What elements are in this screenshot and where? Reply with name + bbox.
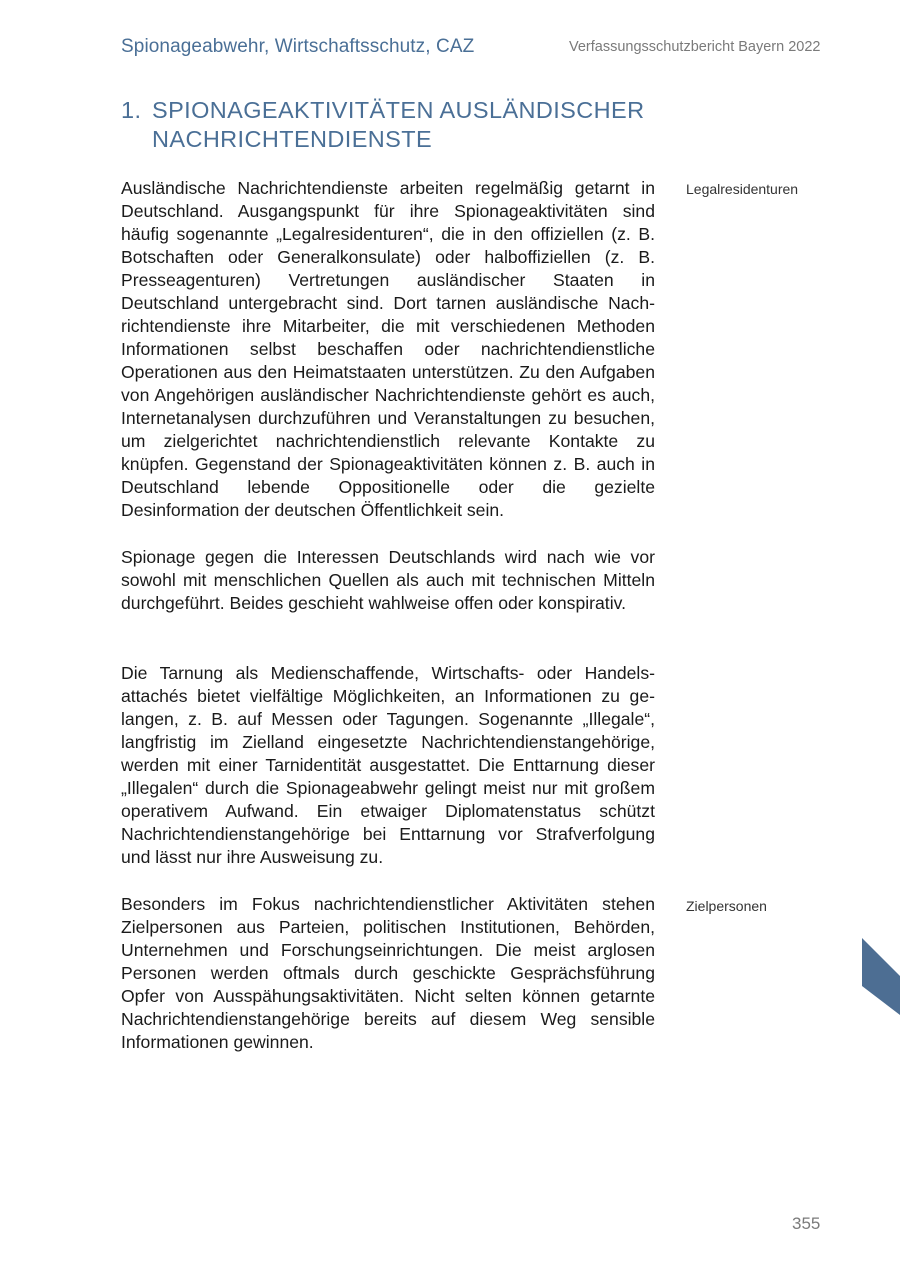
- chapter-title: SPIONAGEAKTIVITÄTEN AUSLÄNDISCHER NACHRICHTENDIENSTE: [152, 97, 645, 152]
- body-paragraph-1: Ausländische Nachrichtendienste arbeiten regelmäßig getarnt in Deutschland. Ausgangspunkt für ihre Spionageaktivitäten sind häufig sogenannte „Legalresidenturen“, die in den offiziellen (z. B. Botschaften oder Generalkonsulate) oder halboffiziellen (z. B. Presseagenturen) Vertretungen ausländischer Staaten in Deutschland untergebracht sind. Dort tarnen ausländische Nachrichtendienste ihre Mitarbeiter, die mit verschiedenen Methoden Informationen selbst beschaffen oder nachrichtendienstliche Operationen aus den Heimatstaaten unterstützen. Zu den Aufgaben von Angehörigen ausländischer Nachrichtendienste gehört es auch, Internetanalysen durchzuführen und Veranstaltungen zu besuchen, um zielgerichtet nachrichtendienstlich relevante Kontakte zu knüpfen. Gegenstand der Spionageaktivitäten können z. B. auch in Deutschland lebende Oppositionelle oder die gezielte Desinformation der deutschen Öffentlichkeit sein.: [121, 178, 655, 520]
- chapter-number: 1.: [121, 97, 142, 123]
- body-paragraph-2: Spionage gegen die Interessen Deutschlands wird nach wie vor sowohl mit menschlichen Quellen als auch mit technischen Mitteln durchgeführt. Beides geschieht wahlweise offen oder konspirativ.: [121, 547, 655, 613]
- running-header-report: Verfassungsschutzbericht Bayern 2022: [569, 39, 821, 55]
- page-number: 355: [792, 1214, 821, 1233]
- chapter-heading: [121, 96, 681, 154]
- chapter-tab-marker: [862, 938, 900, 1015]
- body-paragraph-4: Besonders im Fokus nachrichtendienstlicher Aktivitäten stehen Zielpersonen aus Parteien, politischen Institutionen, Behörden, Unternehmen und Forschungseinrichtungen. Die meist arglosen Personen werden oftmals durch geschickte Gesprächsführung Opfer von Ausspähungsaktivitäten. Nicht selten können getarnte Nachrichtendienstangehörige bereits auf diesem Weg sensible Informationen gewinnen.: [121, 894, 655, 1052]
- running-header-section: Spionageabwehr, Wirtschaftsschutz, CAZ: [121, 36, 475, 57]
- margin-note-legalresidenturen: Legalresidenturen: [686, 181, 799, 197]
- margin-note-zielpersonen: Zielpersonen: [686, 898, 767, 914]
- body-paragraph-3: Die Tarnung als Medienschaffende, Wirtschafts- oder Handelsattachés bietet vielfältige Möglichkeiten, an Informationen zu gelangen, z. B. auf Messen oder Tagungen. Sogenannte „Illegale“, langfristig im Zielland eingesetzte Nachrichtendienstangehörige, werden mit einer Tarnidentität ausgestattet. Die Enttarnung dieser „Illegalen“ durch die Spionageabwehr gelingt meist nur mit großem operativem Aufwand. Ein etwaiger Diplomatenstatus schützt Nachrichtendienstangehörige bei Enttarnung vor Strafverfolgung und lässt nur ihre Ausweisung zu.: [121, 663, 655, 867]
